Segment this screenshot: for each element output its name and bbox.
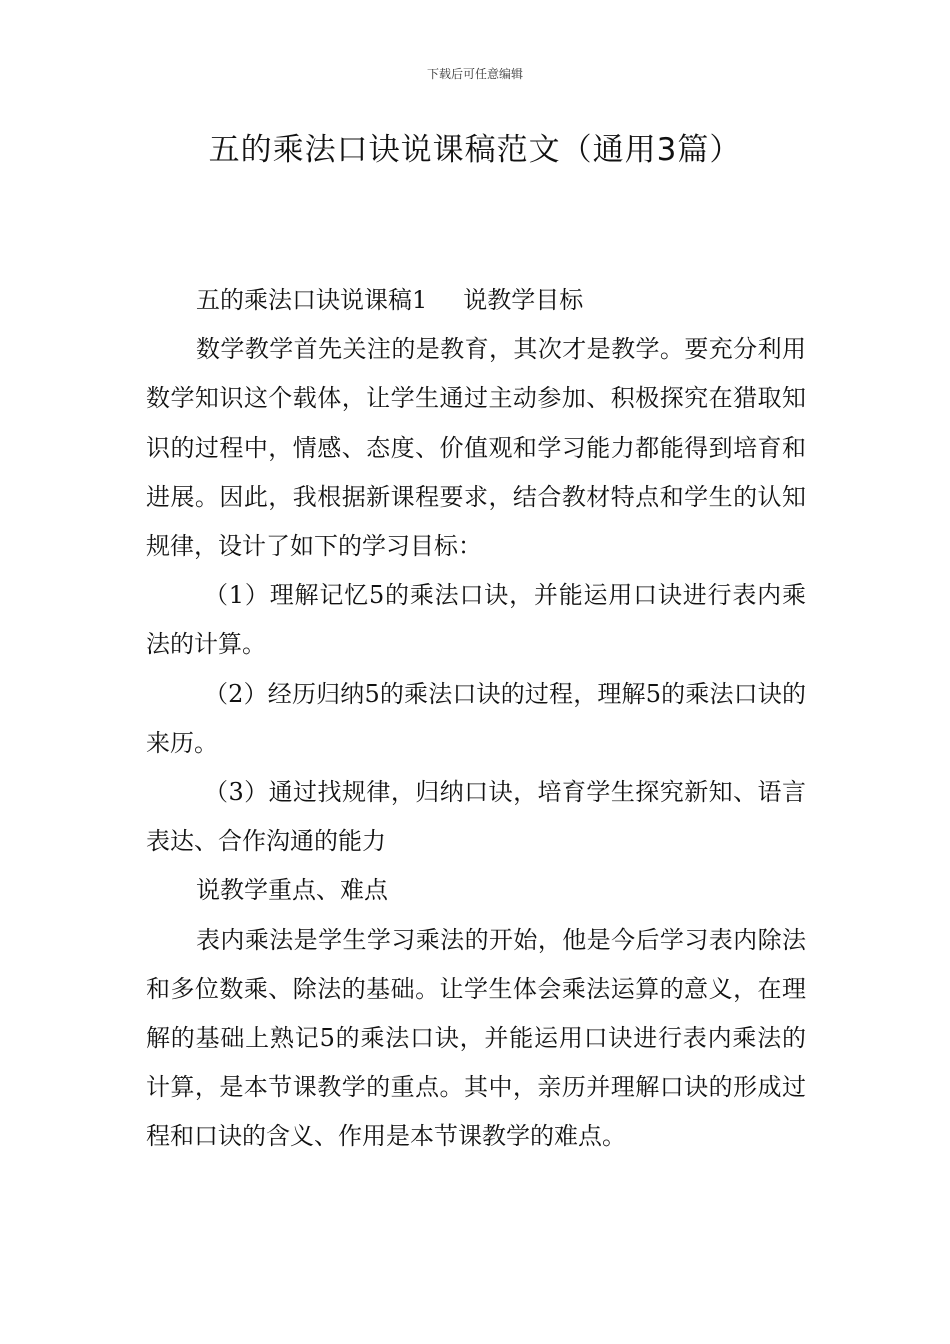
document-title: 五的乘法口诀说课稿范文（通用3篇） <box>208 132 742 168</box>
goal-paragraph: 数学教学首先关注的是教育，其次才是教学。要充分利用数学知识这个载体，让学生通过主动参加、积极探究在猎取知识的过程中，情感、态度、价值观和学习能力都能得到培育和进展。因此，我根据新课程要求，结合教材特点和学生的认知规律，设计了如下的学习目标： <box>146 335 806 561</box>
goal-item-1: （1）理解记忆5的乘法口诀，并能运用口诀进行表内乘法的计算。 <box>146 581 806 659</box>
section-heading: 五的乘法口诀说课稿1 <box>196 286 428 314</box>
focus-paragraph: 表内乘法是学生学习乘法的开始，他是今后学习表内除法和多位数乘、除法的基础。让学生体会乘法运算的意义，在理解的基础上熟记5的乘法口诀，并能运用口诀进行表内乘法的计算，是本节课教学的重点。其中，亲历并理解口诀的形成过程和口诀的含义、作用是本节课教学的难点。 <box>146 925 806 1151</box>
header-note: 下载后可任意编辑 <box>426 67 523 81</box>
subsection-focus-heading: 说教学重点、难点 <box>196 876 388 905</box>
section-heading-line <box>146 276 806 325</box>
goal-item-2: （2）经历归纳5的乘法口诀的过程，理解5的乘法口诀的来历。 <box>146 679 806 757</box>
document-body <box>146 276 806 1162</box>
subsection-goal-heading: 说教学目标 <box>463 286 584 314</box>
goal-item-3: （3）通过找规律，归纳口诀，培育学生探究新知、语言表达、合作沟通的能力 <box>146 778 806 856</box>
